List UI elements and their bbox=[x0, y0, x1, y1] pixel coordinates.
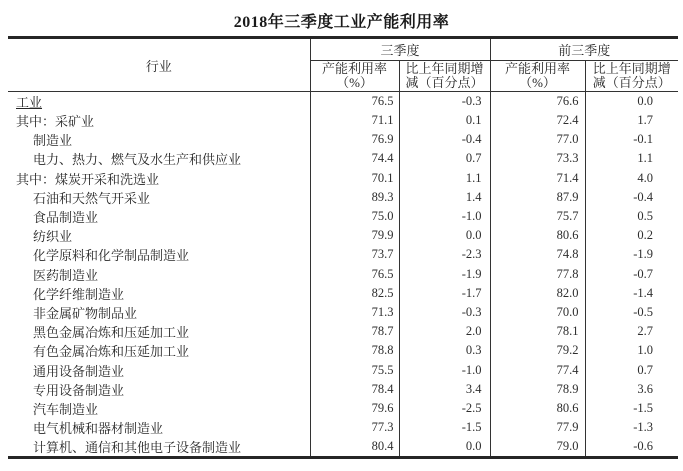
table-row bbox=[8, 284, 678, 303]
col-group-q3: 三季度 bbox=[310, 38, 490, 61]
ytd-change-cell: 3.6 bbox=[585, 380, 678, 399]
q3-util-cell: 73.7 bbox=[310, 245, 399, 264]
col-header-ytd-change bbox=[585, 61, 678, 92]
industry-cell: 黑色金属冶炼和压延加工业 bbox=[33, 325, 190, 341]
ytd-util-cell: 73.3 bbox=[490, 149, 585, 168]
ytd-change-cell: -1.4 bbox=[585, 284, 678, 303]
q3-util-cell: 80.4 bbox=[310, 437, 399, 458]
q3-util-cell: 76.5 bbox=[310, 265, 399, 284]
col-header-q3-utilization bbox=[310, 61, 399, 92]
col-group-ytd: 前三季度 bbox=[490, 38, 678, 61]
q3-change-cell: 3.4 bbox=[399, 380, 490, 399]
q3-util-cell: 75.0 bbox=[310, 207, 399, 226]
q3-change-cell: 2.0 bbox=[399, 322, 490, 341]
col-header-line: 产能利用率 bbox=[505, 61, 571, 76]
col-header-line: 减（百分点） bbox=[405, 75, 484, 90]
q3-change-cell: 1.1 bbox=[399, 169, 490, 188]
industry-cell: 通用设备制造业 bbox=[33, 363, 125, 379]
ytd-util-cell: 72.4 bbox=[490, 111, 585, 130]
ytd-change-cell: 1.1 bbox=[585, 149, 678, 168]
table-row bbox=[8, 169, 678, 188]
q3-change-cell: 0.0 bbox=[399, 437, 490, 458]
ytd-change-cell: 0.7 bbox=[585, 360, 678, 379]
q3-change-cell: 0.7 bbox=[399, 149, 490, 168]
q3-util-cell: 71.1 bbox=[310, 111, 399, 130]
industry-cell: 非金属矿物制品业 bbox=[33, 305, 138, 321]
col-header-line: （%） bbox=[519, 75, 556, 90]
q3-util-cell: 78.8 bbox=[310, 341, 399, 360]
industry-cell: 石油和天然气开采业 bbox=[33, 190, 151, 206]
q3-util-cell: 89.3 bbox=[310, 188, 399, 207]
table-row bbox=[8, 399, 678, 418]
ytd-util-cell: 74.8 bbox=[490, 245, 585, 264]
q3-util-cell: 76.5 bbox=[310, 92, 399, 112]
q3-change-cell: -0.3 bbox=[399, 303, 490, 322]
ytd-change-cell: 0.5 bbox=[585, 207, 678, 226]
ytd-change-cell: -0.1 bbox=[585, 130, 678, 149]
q3-util-cell: 74.4 bbox=[310, 149, 399, 168]
table-row bbox=[8, 149, 678, 168]
q3-change-cell: -2.3 bbox=[399, 245, 490, 264]
ytd-util-cell: 79.0 bbox=[490, 437, 585, 458]
q3-change-cell: -0.3 bbox=[399, 92, 490, 112]
ytd-util-cell: 70.0 bbox=[490, 303, 585, 322]
ytd-util-cell: 77.8 bbox=[490, 265, 585, 284]
q3-util-cell: 76.9 bbox=[310, 130, 399, 149]
table-row bbox=[8, 303, 678, 322]
q3-change-cell: 0.0 bbox=[399, 226, 490, 245]
ytd-util-cell: 77.9 bbox=[490, 418, 585, 437]
table-row bbox=[8, 188, 678, 207]
table-row bbox=[8, 322, 678, 341]
q3-change-cell: -1.5 bbox=[399, 418, 490, 437]
table-row bbox=[8, 418, 678, 437]
industry-cell: 纺织业 bbox=[33, 229, 73, 245]
ytd-change-cell: -1.3 bbox=[585, 418, 678, 437]
ytd-change-cell: 1.0 bbox=[585, 341, 678, 360]
q3-util-cell: 79.6 bbox=[310, 399, 399, 418]
industry-cell: 食品制造业 bbox=[33, 210, 99, 226]
table-row bbox=[8, 245, 678, 264]
q3-change-cell: -0.4 bbox=[399, 130, 490, 149]
q3-change-cell: 0.3 bbox=[399, 341, 490, 360]
capacity-utilization-table bbox=[8, 36, 678, 459]
ytd-change-cell: -0.4 bbox=[585, 188, 678, 207]
col-header-line: （%） bbox=[336, 75, 373, 90]
q3-change-cell: -1.7 bbox=[399, 284, 490, 303]
col-header-line: 比上年同期增 bbox=[405, 61, 484, 76]
ytd-util-cell: 87.9 bbox=[490, 188, 585, 207]
table-row bbox=[8, 226, 678, 245]
q3-change-cell: -1.9 bbox=[399, 265, 490, 284]
industry-cell: 计算机、通信和其他电子设备制造业 bbox=[33, 440, 242, 456]
q3-change-cell: -1.0 bbox=[399, 207, 490, 226]
header-group-row bbox=[8, 38, 678, 61]
col-header-line: 减（百分点） bbox=[592, 75, 671, 90]
ytd-util-cell: 71.4 bbox=[490, 169, 585, 188]
ytd-util-cell: 77.0 bbox=[490, 130, 585, 149]
col-header-q3-change bbox=[399, 61, 490, 92]
industry-cell: 化学纤维制造业 bbox=[33, 286, 125, 302]
ytd-util-cell: 82.0 bbox=[490, 284, 585, 303]
ytd-util-cell: 78.1 bbox=[490, 322, 585, 341]
industry-cell: 化学原料和化学制品制造业 bbox=[33, 248, 190, 264]
ytd-util-cell: 80.6 bbox=[490, 226, 585, 245]
ytd-change-cell: 4.0 bbox=[585, 169, 678, 188]
ytd-change-cell: 0.0 bbox=[585, 92, 678, 112]
industry-cell bbox=[8, 92, 310, 112]
table-row bbox=[8, 265, 678, 284]
industry-cell: 其中：煤炭开采和洗选业 bbox=[16, 171, 160, 187]
q3-util-cell: 79.9 bbox=[310, 226, 399, 245]
ytd-change-cell: -1.9 bbox=[585, 245, 678, 264]
table-row bbox=[8, 341, 678, 360]
industry-cell: 汽车制造业 bbox=[33, 401, 99, 417]
table-row bbox=[8, 437, 678, 458]
ytd-change-cell: 1.7 bbox=[585, 111, 678, 130]
table-row bbox=[8, 130, 678, 149]
ytd-util-cell: 80.6 bbox=[490, 399, 585, 418]
q3-util-cell: 70.1 bbox=[310, 169, 399, 188]
ytd-util-cell: 77.4 bbox=[490, 360, 585, 379]
col-header-ytd-utilization bbox=[490, 61, 585, 92]
industry-cell: 其中：采矿业 bbox=[16, 114, 95, 130]
q3-util-cell: 78.7 bbox=[310, 322, 399, 341]
table-row bbox=[8, 207, 678, 226]
industry-link[interactable]: 工业 bbox=[16, 95, 43, 110]
table-row bbox=[8, 360, 678, 379]
ytd-util-cell: 75.7 bbox=[490, 207, 585, 226]
industry-cell: 有色金属冶炼和压延加工业 bbox=[33, 344, 190, 360]
ytd-change-cell: -0.5 bbox=[585, 303, 678, 322]
ytd-change-cell: -0.6 bbox=[585, 437, 678, 458]
ytd-util-cell: 79.2 bbox=[490, 341, 585, 360]
table-row bbox=[8, 92, 678, 112]
q3-change-cell: 0.1 bbox=[399, 111, 490, 130]
q3-change-cell: 1.4 bbox=[399, 188, 490, 207]
q3-util-cell: 77.3 bbox=[310, 418, 399, 437]
q3-change-cell: -2.5 bbox=[399, 399, 490, 418]
industry-cell: 制造业 bbox=[33, 133, 73, 149]
q3-util-cell: 82.5 bbox=[310, 284, 399, 303]
ytd-change-cell: -0.7 bbox=[585, 265, 678, 284]
page-title: 2018年三季度工业产能利用率 bbox=[233, 14, 450, 31]
industry-cell: 医药制造业 bbox=[33, 267, 99, 283]
ytd-util-cell: 78.9 bbox=[490, 380, 585, 399]
ytd-util-cell: 76.6 bbox=[490, 92, 585, 112]
col-header-line: 比上年同期增 bbox=[592, 61, 671, 76]
q3-util-cell: 78.4 bbox=[310, 380, 399, 399]
industry-cell: 电气机械和器材制造业 bbox=[33, 421, 164, 437]
col-header-industry: 行业 bbox=[8, 38, 310, 92]
q3-change-cell: -1.0 bbox=[399, 360, 490, 379]
ytd-change-cell: 0.2 bbox=[585, 226, 678, 245]
col-header-line: 产能利用率 bbox=[321, 61, 387, 76]
table-row bbox=[8, 380, 678, 399]
industry-cell: 电力、热力、燃气及水生产和供应业 bbox=[33, 152, 242, 168]
industry-cell: 专用设备制造业 bbox=[33, 382, 125, 398]
ytd-change-cell: -1.5 bbox=[585, 399, 678, 418]
table-row bbox=[8, 111, 678, 130]
q3-util-cell: 71.3 bbox=[310, 303, 399, 322]
ytd-change-cell: 2.7 bbox=[585, 322, 678, 341]
q3-util-cell: 75.5 bbox=[310, 360, 399, 379]
